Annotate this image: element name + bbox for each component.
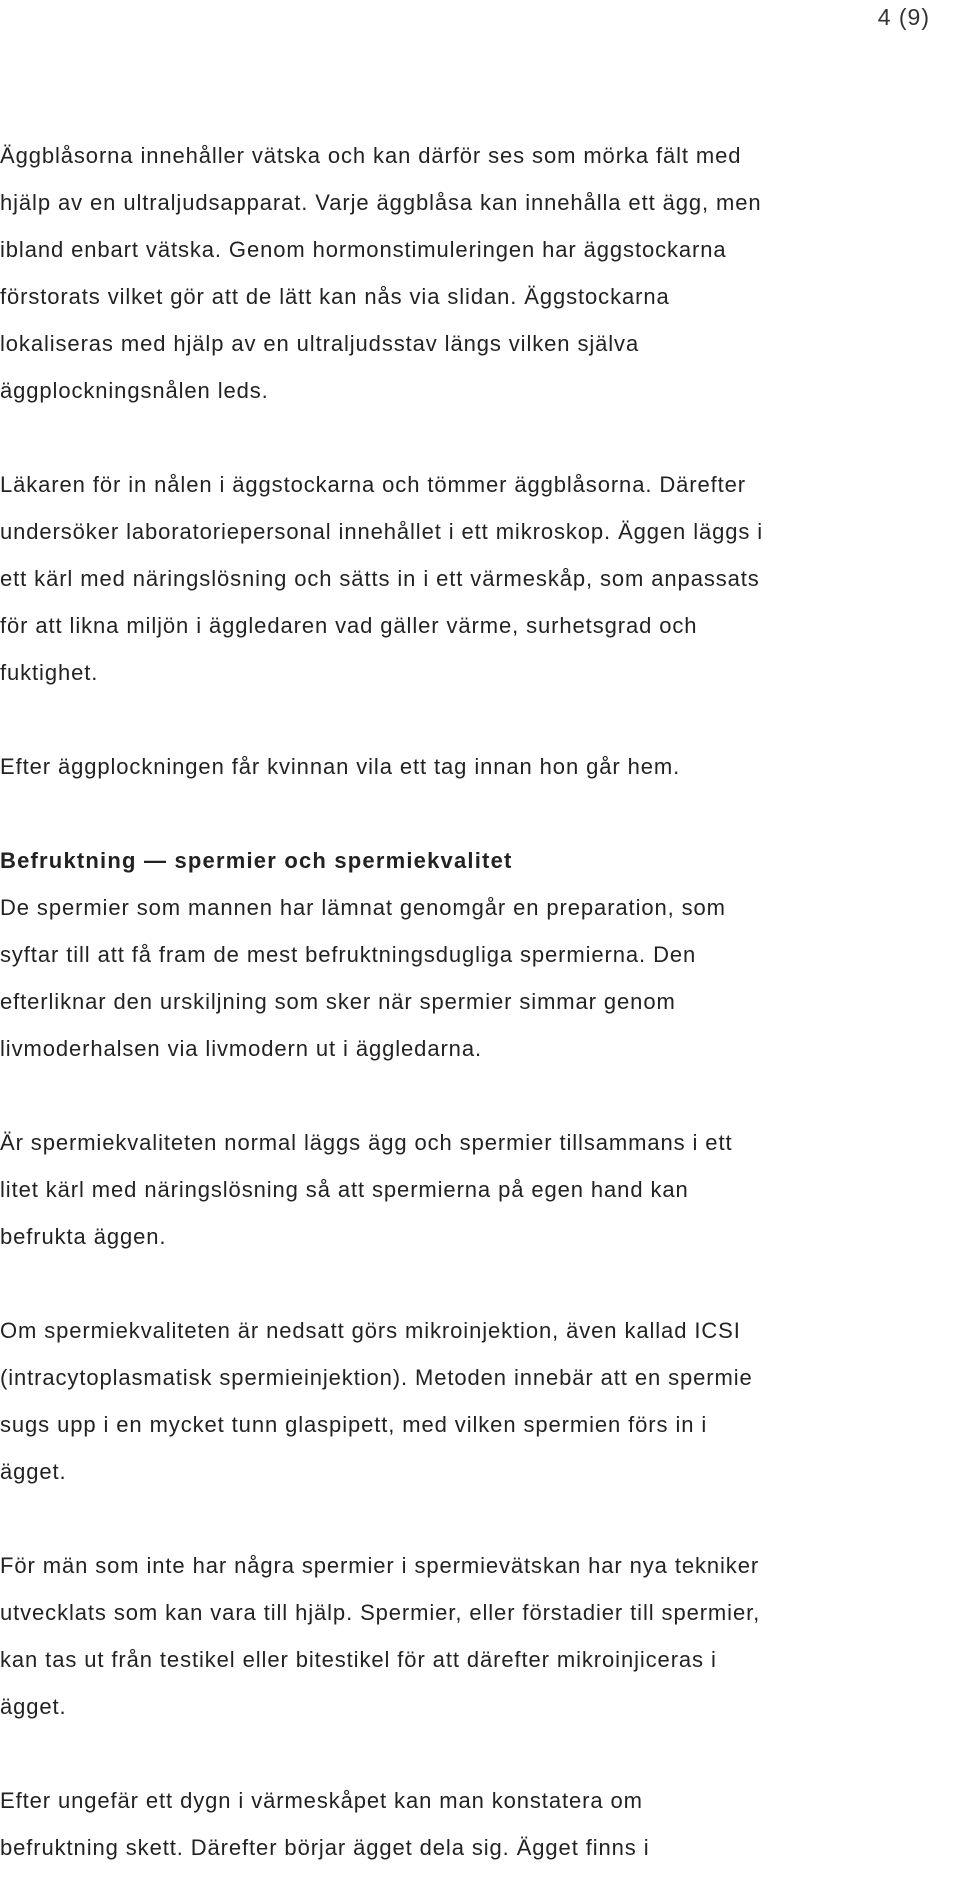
paragraph-doctor-procedure: Läkaren för in nålen i äggstockarna och tömmer äggblåsorna. Därefter undersöker laboratoriepersonal innehållet i ett mikroskop. Äggen läggs i ett kärl med näringslösning och sätts in i ett värmeskåp, som anpassats för att likna miljön i äggledaren vad gäller värme, surhetsgrad och fuktighet. bbox=[0, 472, 764, 685]
paragraph-no-sperm-techniques: För män som inte har några spermier i spermievätskan har nya tekniker utvecklats som kan vara till hjälp. Spermier, eller förstadier till spermier, kan tas ut från testikel eller bitestikel för att därefter mikroinjiceras i ägget. bbox=[0, 1553, 761, 1719]
paragraph-sperm-preparation: De spermier som mannen har lämnat genomgår en preparation, som syftar till att få fram de mest befruktningsdugliga spermierna. Den efterliknar den urskiljning som sker när spermier simmar genom livmoderhalsen via livmodern ut i äggledarna. bbox=[0, 895, 726, 1061]
section-heading-fertilization: Befruktning — spermier och spermiekvalitet bbox=[0, 848, 513, 873]
page-number: 4 (9) bbox=[877, 4, 930, 30]
paragraph-normal-sperm-quality: Är spermiekvaliteten normal läggs ägg och spermier tillsammans i ett litet kärl med näringslösning så att spermierna på egen hand kan befrukta äggen. bbox=[0, 1130, 733, 1249]
paragraph-after-retrieval: Efter äggplockningen får kvinnan vila ett tag innan hon går hem. bbox=[0, 754, 681, 779]
paragraph-egg-follicles: Äggblåsorna innehåller vätska och kan därför ses som mörka fält med hjälp av en ultraljudsapparat. Varje äggblåsa kan innehålla ett ägg, men ibland enbart vätska. Genom hormonstimuleringen har äggstockarna förstorats vilket gör att de lätt kan nås via slidan. Äggstockarna lokaliseras med hjälp av en ultraljudsstav längs vilken själva äggplockningsnålen leds. bbox=[0, 143, 762, 403]
paragraph-icsi: Om spermiekvaliteten är nedsatt görs mikroinjektion, även kallad ICSI (intracytoplasmatisk spermieinjektion). Metoden innebär att en spermie sugs upp i en mycket tunn glaspipett, med vilken spermien förs in i ägget. bbox=[0, 1318, 753, 1484]
paragraph-fertilization-check: Efter ungefär ett dygn i värmeskåpet kan man konstatera om befruktning skett. Därefter börjar ägget dela sig. Ägget finns i bbox=[0, 1788, 650, 1860]
document-body bbox=[0, 132, 958, 1871]
